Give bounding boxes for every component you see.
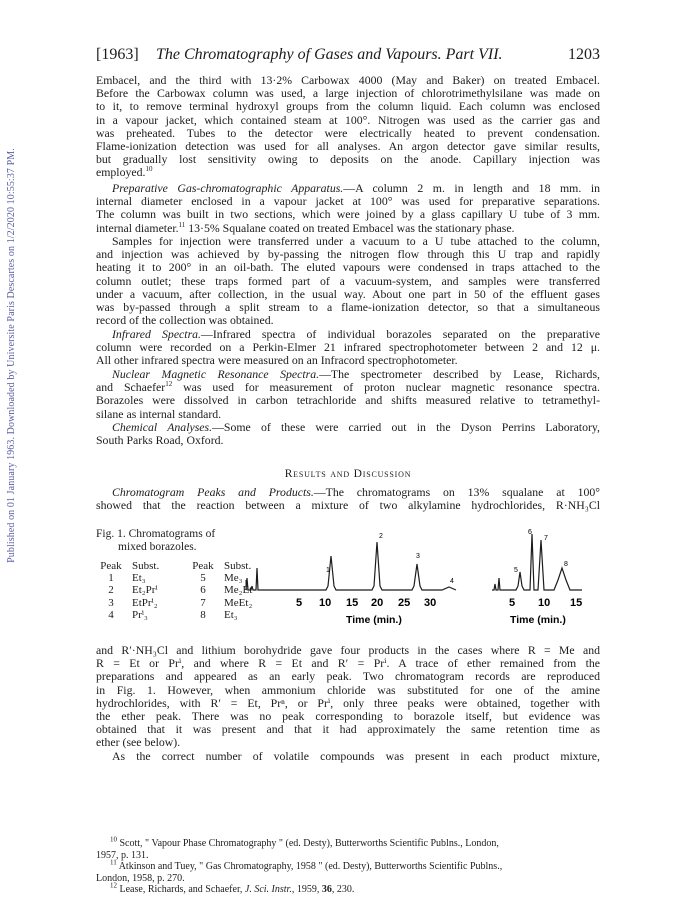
- text-fragment: —The chromatograms on 13% squalane at 100°: [313, 485, 600, 499]
- text-line: All other infrared spectra were measured on an Infracord spectrophotometer.: [96, 353, 458, 368]
- text-line: showed that the reaction between a mixture of two alkylamine hydrochlorides, R·NH₃Cl: [96, 498, 600, 513]
- table-cell: Prⁱ₃: [132, 608, 148, 621]
- text-fragment: was used for measurement of proton nuclear magnetic resonance spectra.: [172, 380, 600, 395]
- footnotes: [96, 835, 600, 896]
- footnote-text: Scott, " Vapour Phase Chromatography " (ed. Desty), Butterworths Scientific Publns., London,: [117, 838, 499, 849]
- footnote-number: 11: [110, 858, 117, 867]
- footnote: [96, 835, 600, 850]
- caption-line: mixed borazoles.: [118, 541, 197, 553]
- table-cell: 7: [200, 596, 206, 609]
- chromatogram-left: [246, 528, 456, 640]
- column-header: Peak: [192, 560, 214, 572]
- text-line: hydrochlorides, with R′ = Et, Prⁿ, or Prⁱ, only three peaks were obtained, together with: [96, 695, 600, 710]
- text-line: [96, 222, 600, 235]
- paragraph-results: [96, 486, 600, 512]
- text-line: in a vapour jacket, which contained steam at 100°. Nitrogen was used as the carrier gas and: [96, 112, 600, 127]
- text-line: silane as internal standard.: [96, 406, 222, 421]
- column-header: Subst.: [132, 560, 160, 572]
- text-line: was preheated. Tubes to the detector were electrically heated to prevent condensation.: [96, 125, 600, 140]
- text-line: record of the collection was obtained.: [96, 313, 274, 328]
- section-heading: Results and Discussion: [284, 468, 412, 480]
- volume-number: 36: [321, 884, 332, 895]
- tick-label: 25: [398, 597, 411, 609]
- table-cell: Et₃: [132, 572, 146, 585]
- table-cell: 2: [108, 584, 114, 597]
- header-title: The Chromatography of Gases and Vapours. Part VII.: [156, 46, 503, 63]
- paragraph-nmr: [96, 368, 600, 421]
- paragraph-infrared: [96, 328, 600, 368]
- peak-label: 3: [416, 553, 420, 560]
- footnote: [96, 881, 600, 896]
- table-cell: Me₃: [224, 572, 243, 585]
- text-fragment: employed.: [96, 165, 146, 180]
- peak-label: 6: [528, 529, 532, 536]
- table-header-row: [96, 560, 258, 572]
- text-fragment: —A column 2 m. in length and 18 mm. in: [343, 181, 600, 195]
- figure-1: [96, 528, 606, 640]
- table-cell: Et₂Prⁱ: [132, 584, 158, 597]
- paragraph-heading: Infrared Spectra.: [112, 327, 202, 341]
- text-line: Borazoles were dissolved in carbon tetrachloride and shifts measured relative to tetramethyl-: [96, 393, 600, 408]
- paragraph-heading: Chemical Analyses.: [112, 420, 213, 434]
- footnote-text: Lease, Richards, and Schaefer,: [117, 884, 245, 895]
- text-line: and injection was achieved by by-passing the nitrogen flow through this U trap and rapidly: [96, 247, 600, 262]
- peak-label: 1: [326, 567, 330, 574]
- text-line: was by-passed through a split stream to a flame-ionization detector, so that a simultaneous: [96, 300, 600, 315]
- text-line: [96, 166, 600, 179]
- text-line: to it, to remove terminal hydroxyl groups from the column liquid. Each column was enclosed: [96, 99, 600, 114]
- column-header: Peak: [100, 560, 122, 572]
- footnote-ref: 10: [145, 165, 153, 174]
- chromatogram-right: [492, 528, 602, 640]
- footnote-text: Atkinson and Tuey, " Gas Chromatography, 1958 " (ed. Desty), Butterworths Scientific Publns.,: [116, 861, 503, 872]
- footnote-number: 12: [110, 881, 117, 890]
- text-fragment: —Some of these were carried out in the Dyson Perrins Laboratory,: [212, 420, 600, 434]
- text-line: the ether peak. There was no peak corresponding to borazole itself, but evidence was: [96, 709, 600, 724]
- table-row: [96, 584, 258, 596]
- text-line: R = Et or Prⁱ, and where R = Et and R′ = Prⁱ. A trace of ether remained from the: [96, 656, 600, 671]
- footnote-text: , 1959,: [291, 884, 322, 895]
- text-line: column were recorded on a Perkin-Elmer 21 infrared spectrophotometer between 2 and 12 μ.: [96, 340, 600, 355]
- text-line: internal diameter enclosed in a vapour jacket at 100° was used for preparative separations.: [96, 194, 600, 209]
- peak-label: 5: [514, 567, 518, 574]
- tick-label: 5: [296, 597, 303, 609]
- table-cell: 1: [108, 572, 114, 585]
- table-cell: EtPrⁱ₂: [132, 596, 158, 609]
- peak-label: 4: [450, 578, 454, 585]
- table-cell: Et₃: [224, 608, 238, 621]
- tick-label: 30: [424, 597, 437, 609]
- text-fragment: and Schaefer: [96, 380, 166, 395]
- table-row: [96, 597, 258, 609]
- table-cell: 4: [108, 608, 114, 621]
- table-cell: 3: [108, 596, 114, 609]
- paragraph-heading: Nuclear Magnetic Resonance Spectra.: [112, 367, 320, 381]
- text-line: The column was built in two sections, which were joined by a glass capillary U tube of 3 mm.: [96, 207, 600, 222]
- table-cell: MeEt₂: [224, 596, 253, 609]
- paragraph-heading: Chromatogram Peaks and Products.: [112, 485, 314, 499]
- table-row: [96, 609, 258, 621]
- column-header: Subst.: [224, 560, 252, 572]
- download-watermark: [4, 120, 18, 590]
- text-line: preparations and appeared as an early peak. Two chromatogram records are reproduced: [96, 669, 600, 684]
- tick-label: 10: [538, 597, 551, 609]
- footnote-text: , 230.: [331, 884, 355, 895]
- footnote-continuation: 1957, p. 131.: [96, 849, 149, 861]
- text-fragment: 13·5% Squalane coated on treated Embacel was the stationary phase.: [185, 220, 515, 235]
- header-year: [1963]: [96, 46, 139, 63]
- text-line: Embacel, and the third with 13·2% Carbowax 4000 (May and Baker) on treated Embacel.: [96, 73, 600, 87]
- journal-name: J. Sci. Instr.: [244, 884, 292, 895]
- tick-label: 15: [346, 597, 359, 609]
- table-cell: 8: [200, 608, 206, 621]
- footnote-ref: 11: [178, 220, 186, 229]
- axis-label: Time (min.): [346, 614, 402, 626]
- paragraph-heading: Preparative Gas-chromatographic Apparatus.: [112, 181, 344, 195]
- table-cell: 6: [200, 584, 206, 597]
- axis-label: Time (min.): [510, 614, 566, 626]
- footnote: [96, 858, 600, 873]
- text-fragment: —Infrared spectra of individual borazoles separated on the preparative: [201, 327, 600, 341]
- text-line: Samples for injection were transferred under a vacuum to a U tube attached to the column,: [112, 234, 600, 248]
- figure-caption: [96, 528, 215, 554]
- footnote-ref: 12: [165, 380, 173, 389]
- text-line: Before the Carbowax column was used, a large injection of chlorotrimethylsilane was made on: [96, 86, 600, 101]
- text-line: under a vacuum, after collection, in the usual way. About one part in 50 of the effluent gases: [96, 286, 600, 301]
- footnote-continuation: London, 1958, p. 270.: [96, 872, 185, 884]
- peak-label: 2: [379, 533, 383, 540]
- tick-label: 15: [570, 597, 583, 609]
- text-line: but gradually lost sensitivity owing to deposits on the anode. Capillary injection was: [96, 152, 600, 167]
- text-line: Flame-ionization detection was used for all analyses. An argon detector gave similar results,: [96, 139, 600, 154]
- text-line: in Fig. 1. However, when ammonium chloride was substituted for one of the amine: [96, 682, 600, 697]
- running-header: [96, 46, 600, 68]
- trace-line: [492, 534, 582, 590]
- paragraph-preparative: [96, 182, 600, 235]
- caption-line: Fig. 1. Chromatograms of: [96, 528, 216, 540]
- peak-label: 8: [564, 561, 568, 568]
- watermark-text: Published on 01 January 1963. Downloaded by Universite Paris Descartes on 1/2/2020 10:55:37 PM.: [5, 147, 17, 563]
- trace-line: [246, 542, 456, 590]
- paragraph-analyses: [96, 421, 600, 447]
- paragraph-columns: [96, 74, 600, 180]
- text-fragment: —The spectrometer described by Lease, Richards,: [319, 367, 600, 381]
- page-number: 1203: [568, 46, 600, 63]
- text-line: ether (see below).: [96, 735, 181, 750]
- text-line: As the correct number of volatile compounds was present in each product mixture,: [112, 748, 600, 763]
- paragraph-samples: [96, 235, 600, 327]
- text-line: South Parks Road, Oxford.: [96, 433, 224, 448]
- table-cell: 5: [200, 572, 206, 585]
- text-line: heating it to 200° in an oil-bath. The eluted vapours were condensed in traps attached to the: [96, 260, 600, 275]
- peak-label: 7: [544, 535, 548, 542]
- peak-legend-table: [96, 560, 258, 621]
- table-row: [96, 572, 258, 584]
- text-fragment: internal diameter.: [96, 220, 179, 235]
- paragraph-results-continued: [96, 644, 600, 763]
- footnote-number: 10: [110, 835, 117, 844]
- tick-label: 10: [319, 597, 332, 609]
- text-line: obtained that it was present and that it had approximately the same retention time as: [96, 722, 600, 737]
- tick-label: 5: [509, 597, 516, 609]
- text-line: column outlet; these traps formed part of a vacuum-system, and samples were transferred: [96, 273, 600, 288]
- table-cell: Me₂Et: [224, 584, 253, 597]
- tick-label: 20: [371, 597, 384, 609]
- text-line: and R′·NH₃Cl and lithium borohydride gave four products in the cases where R = Me and: [96, 643, 600, 657]
